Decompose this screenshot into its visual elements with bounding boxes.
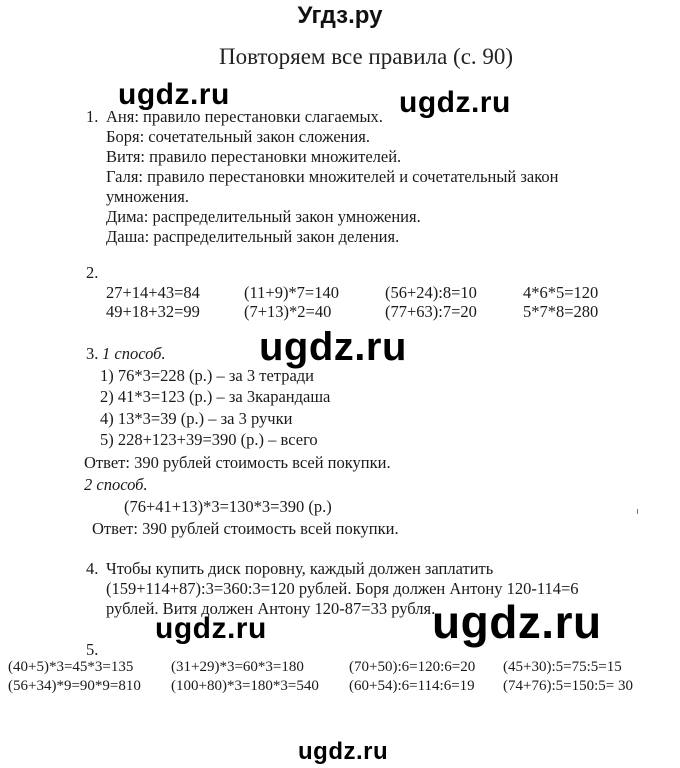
watermark: ugdz.ru	[118, 78, 230, 111]
task-number: 4.	[86, 559, 99, 578]
method-label: 2 способ.	[84, 475, 148, 494]
task-line: рублей. Витя должен Антону 120-87=33 рубля.	[106, 599, 436, 618]
expression: (56+34)*9=90*9=810	[8, 678, 141, 694]
expression: (7+13)*2=40	[244, 302, 332, 321]
expression: (76+41+13)*3=130*3=390 (р.)	[124, 497, 332, 516]
task-line: Дима: распределительный закон умножения.	[106, 207, 421, 226]
task-line: Аня: правило перестановки слагаемых.	[106, 107, 383, 126]
expression: 27+14+43=84	[106, 283, 200, 302]
expression: (70+50):6=120:6=20	[349, 659, 476, 675]
watermark: ugdz.ru	[432, 596, 602, 648]
expression: (11+9)*7=140	[244, 283, 339, 302]
watermark: ugdz.ru	[259, 325, 407, 369]
task-line: Витя: правило перестановки множителей.	[106, 147, 402, 166]
task-number: 5.	[86, 640, 99, 659]
solution-step: 4) 13*3=39 (р.) – за 3 ручки	[100, 409, 293, 428]
expression: (100+80)*3=180*3=540	[171, 678, 319, 694]
task-line: Галя: правило перестановки множителей и сочетательный закон	[106, 167, 559, 186]
expression: 4*6*5=120	[523, 283, 599, 302]
expression: (45+30):5=75:5=15	[503, 659, 622, 675]
task-line: Чтобы купить диск поровну, каждый должен заплатить	[106, 559, 494, 578]
expression: (77+63):7=20	[385, 302, 477, 321]
method-label: 1 способ.	[102, 344, 166, 363]
stray-mark	[637, 509, 638, 514]
answer: Ответ: 390 рублей стоимость всей покупки.	[84, 453, 391, 472]
task-line: Боря: сочетательный закон сложения.	[106, 127, 371, 146]
expression: 5*7*8=280	[523, 302, 599, 321]
expression: (40+5)*3=45*3=135	[8, 659, 134, 675]
task-line: (159+114+87):3=360:3=120 рублей. Боря должен Антону 120-114=6	[106, 579, 579, 598]
expression: 49+18+32=99	[106, 302, 200, 321]
expression: (56+24):8=10	[385, 283, 477, 302]
site-title: Угдз.ру	[297, 2, 383, 29]
page-title: Повторяем все правила (с. 90)	[219, 44, 514, 69]
expression: (31+29)*3=60*3=180	[171, 659, 304, 675]
watermark: ugdz.ru	[399, 86, 511, 119]
task-number: 2.	[86, 263, 99, 282]
answer: Ответ: 390 рублей стоимость всей покупки.	[92, 519, 399, 538]
expression: (74+76):5=150:5= 30	[503, 678, 633, 694]
task-number: 1.	[86, 107, 99, 126]
solution-step: 1) 76*3=228 (р.) – за 3 тетради	[100, 366, 315, 385]
watermark: ugdz.ru	[298, 738, 389, 765]
task-line: Даша: распределительный закон деления.	[106, 227, 400, 246]
watermark: ugdz.ru	[155, 612, 267, 645]
solution-step: 2) 41*3=123 (р.) – за 3карандаша	[100, 387, 331, 406]
expression: (60+54):6=114:6=19	[349, 678, 475, 694]
task-number: 3.	[86, 344, 99, 363]
solution-step: 5) 228+123+39=390 (р.) – всего	[100, 430, 318, 449]
task-line: умножения.	[106, 187, 190, 206]
